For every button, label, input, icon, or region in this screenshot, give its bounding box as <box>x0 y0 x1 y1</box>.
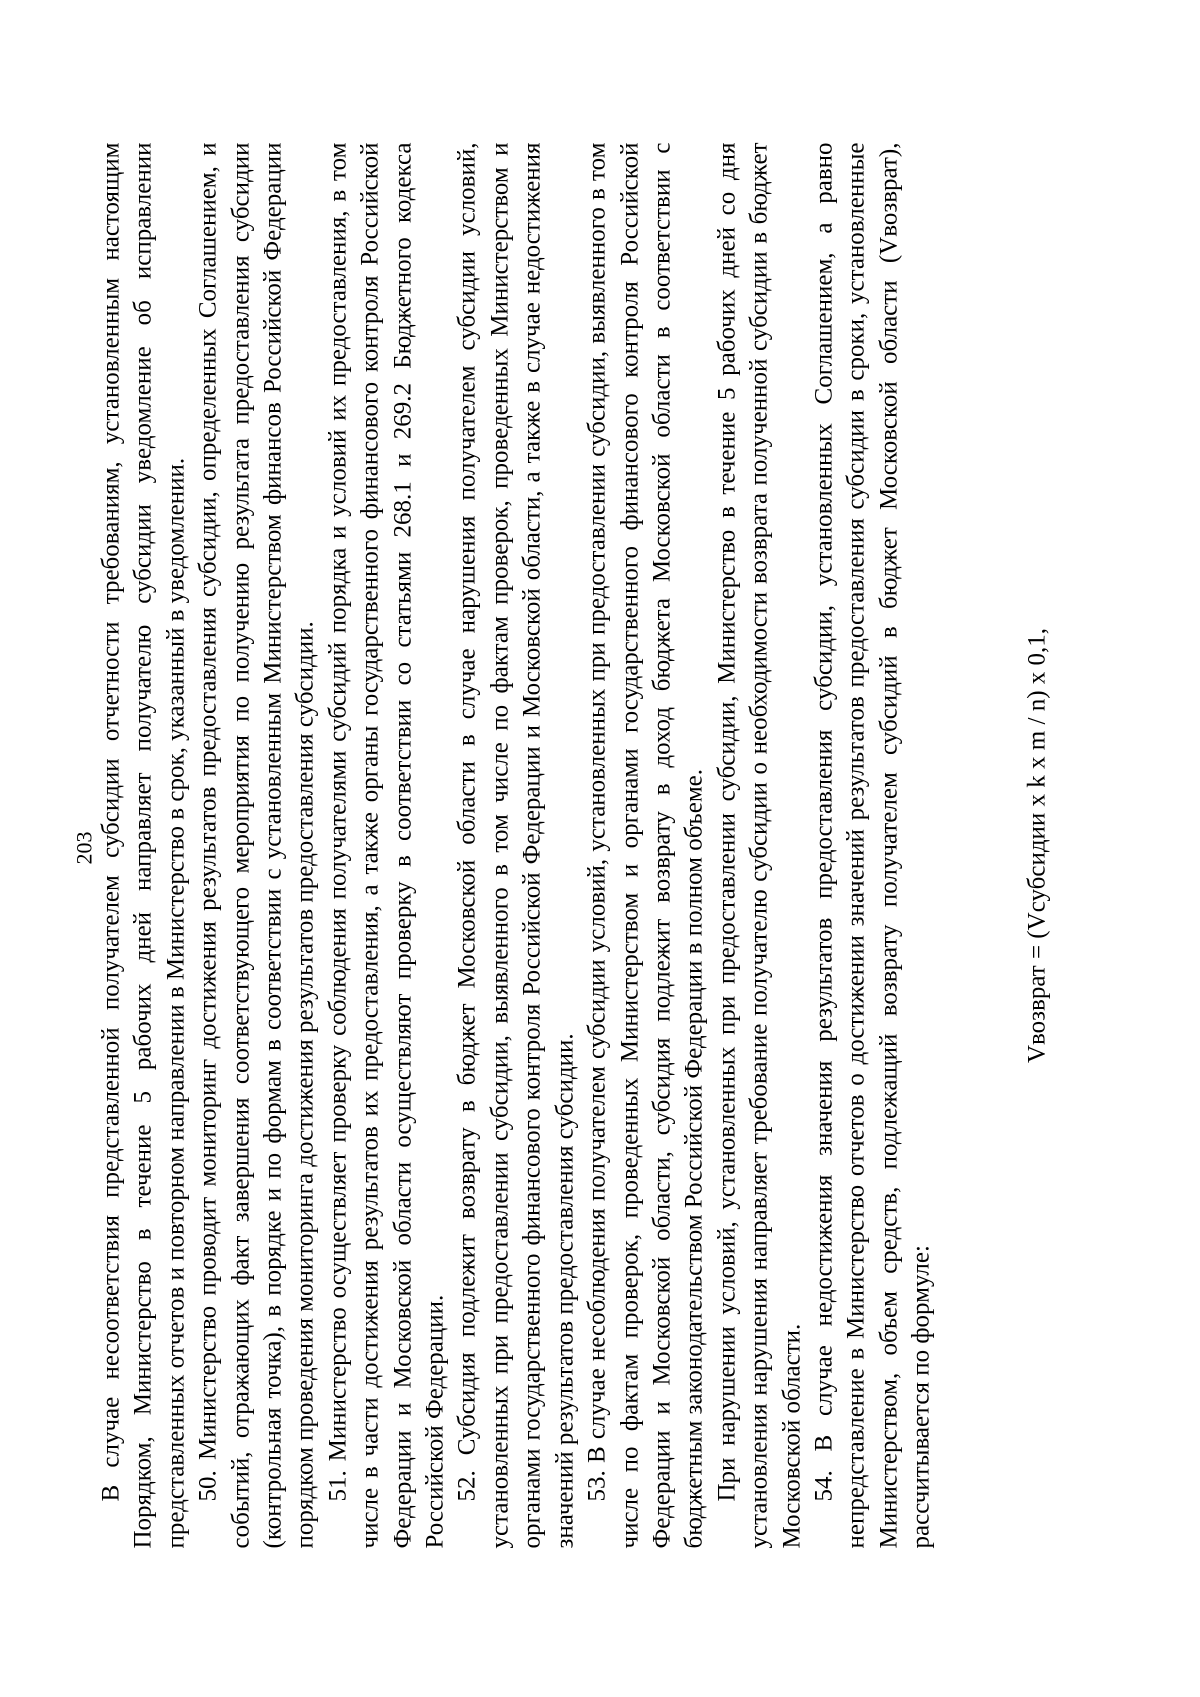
return-formula: Vвозврат = (Vсубсидии x k x m / n) x 0,1, <box>1023 627 1051 1064</box>
paragraph-53-violation: При нарушении условий, установленных при предоставлении субсидии, Министерство в течение 5 рабочих дней со дня установления нарушения направляет требование получателю субсидии о необходимости возврата полученной субсидии в бюджет Московской области. <box>713 142 806 1549</box>
paragraph: В случае несоответствия представленной получателем субсидии отчетности требованиям, установленным настоящим Порядком, Министерство в течение 5 рабочих дней направляет получателю субсидии уведомление об исправлении представленных отчетов и повторном направлении в Министерство в срок, указанный в уведомлении. <box>97 142 190 1549</box>
paragraph-53: 53. В случае несоблюдения получателем субсидии условий, установленных при предоставлении субсидии, выявленного в том числе по фактам проверок, проведенных Министерством и органами государственного финансового контроля Российской Федерации и Московской области, субсидия подлежит возврату в доход бюджета Московской области в соответствии с бюджетным законодательством Российской Федерации в полном объеме. <box>583 142 708 1549</box>
document-page <box>1 0 1200 1697</box>
paragraph-52: 52. Субсидия подлежит возврату в бюджет Московской области в случае нарушения получателем субсидии условий, установленных при предоставлении субсидии, выявленного в том числе по фактам проверок, проведенных Министерством и органами государственного финансового контроля Российской Федерации и Московской области, а также в случае недостижения значений результатов предоставления субсидии. <box>453 142 579 1549</box>
document-body <box>96 143 939 1549</box>
paragraph-54: 54. В случае недостижения значения результатов предоставления субсидии, установленных Соглашением, а равно непредставление в Министерство отчетов о достижении значений результатов предоставления субсидии в сроки, установленные Министерством, объем средств, подлежащий возврату получателем субсидий в бюджет Московской области (Vвозврат), рассчитывается по формуле: <box>810 142 935 1549</box>
page-number: 203 <box>71 831 97 865</box>
paragraph-50: 50. Министерство проводит мониторинг достижения результатов предоставления субсидии, определенных Соглашением, и событий, отражающих факт завершения соответствующего мероприятия по получению результата предоставления субсидии (контрольная точка), в порядке и по формам в соответствии с установленным Министерством финансов Российской Федерации порядком проведения мониторинга достижения результатов предоставления субсидии. <box>194 142 319 1549</box>
paragraph-51: 51. Министерство осуществляет проверку соблюдения получателями субсидий порядка и условий их предоставления, в том числе в части достижения результатов их предоставления, а также органы государственного финансового контроля Российской Федерации и Московской области осуществляют проверку в соответствии со статьями 268.1 и 269.2 Бюджетного кодекса Российской Федерации. <box>324 142 449 1549</box>
